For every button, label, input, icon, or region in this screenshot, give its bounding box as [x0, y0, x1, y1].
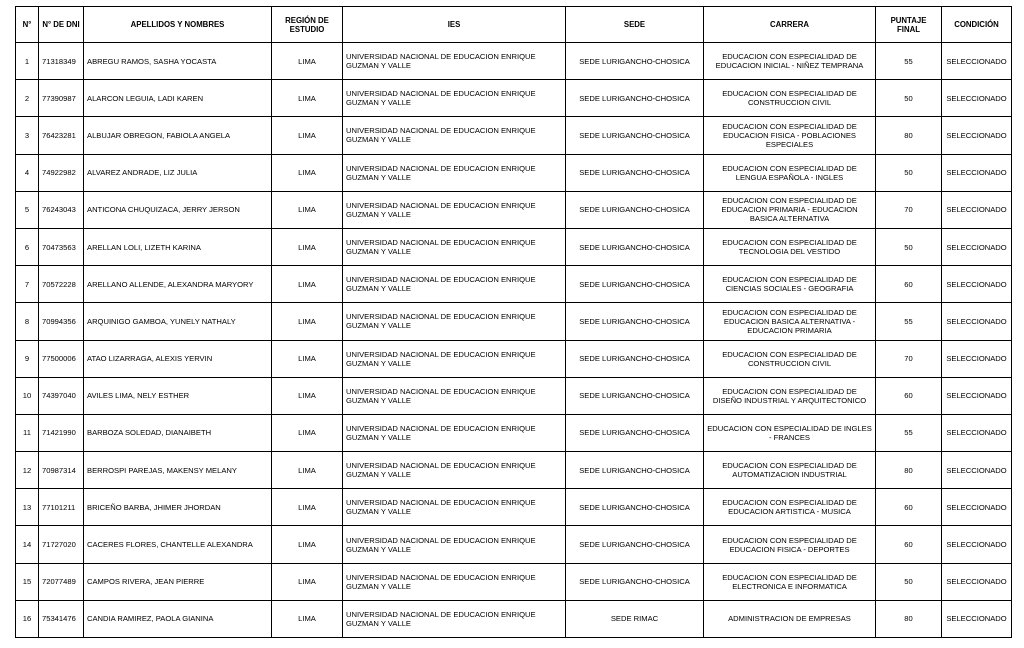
row-name: ARQUINIGO GAMBOA, YUNELY NATHALY: [84, 303, 272, 340]
row-dni: 77500006: [39, 340, 84, 377]
row-dni: 77390987: [39, 80, 84, 117]
row-number: 6: [16, 228, 39, 265]
row-condicion: SELECCIONADO: [942, 414, 1012, 451]
row-puntaje: 70: [876, 191, 942, 228]
row-carrera: EDUCACION CON ESPECIALIDAD DE ELECTRONICA E INFORMATICA: [704, 563, 876, 600]
row-condicion: SELECCIONADO: [942, 266, 1012, 303]
header-puntaje: PUNTAJE FINAL: [876, 7, 942, 43]
row-name: ALVAREZ ANDRADE, LIZ JULIA: [84, 154, 272, 191]
row-ies: UNIVERSIDAD NACIONAL DE EDUCACION ENRIQUE GUZMAN Y VALLE: [343, 452, 566, 489]
row-puntaje: 80: [876, 117, 942, 154]
row-sede: SEDE RIMAC: [566, 600, 704, 637]
table-row: [16, 600, 1012, 637]
row-ies: UNIVERSIDAD NACIONAL DE EDUCACION ENRIQUE GUZMAN Y VALLE: [343, 228, 566, 265]
row-sede: SEDE LURIGANCHO-CHOSICA: [566, 414, 704, 451]
row-name: BERROSPI PAREJAS, MAKENSY MELANY: [84, 452, 272, 489]
row-name: CAMPOS RIVERA, JEAN PIERRE: [84, 563, 272, 600]
row-condicion: SELECCIONADO: [942, 80, 1012, 117]
row-number: 9: [16, 340, 39, 377]
table-row: [16, 303, 1012, 340]
row-name: ALBUJAR OBREGON, FABIOLA ANGELA: [84, 117, 272, 154]
row-carrera: EDUCACION CON ESPECIALIDAD DE DISEÑO INDUSTRIAL Y ARQUITECTONICO: [704, 377, 876, 414]
row-puntaje: 55: [876, 414, 942, 451]
row-sede: SEDE LURIGANCHO-CHOSICA: [566, 377, 704, 414]
row-puntaje: 50: [876, 80, 942, 117]
row-dni: 76423281: [39, 117, 84, 154]
row-region: LIMA: [272, 43, 343, 80]
row-dni: 71318349: [39, 43, 84, 80]
row-sede: SEDE LURIGANCHO-CHOSICA: [566, 117, 704, 154]
row-ies: UNIVERSIDAD NACIONAL DE EDUCACION ENRIQUE GUZMAN Y VALLE: [343, 414, 566, 451]
row-name: CANDIA RAMIREZ, PAOLA GIANINA: [84, 600, 272, 637]
row-name: ABREGU RAMOS, SASHA YOCASTA: [84, 43, 272, 80]
row-name: ALARCON LEGUIA, LADI KAREN: [84, 80, 272, 117]
row-number: 11: [16, 414, 39, 451]
row-number: 15: [16, 563, 39, 600]
row-number: 7: [16, 266, 39, 303]
row-sede: SEDE LURIGANCHO-CHOSICA: [566, 303, 704, 340]
row-number: 5: [16, 191, 39, 228]
row-number: 3: [16, 117, 39, 154]
row-dni: 75341476: [39, 600, 84, 637]
row-carrera: EDUCACION CON ESPECIALIDAD DE EDUCACION BASICA ALTERNATIVA - EDUCACION PRIMARIA: [704, 303, 876, 340]
row-ies: UNIVERSIDAD NACIONAL DE EDUCACION ENRIQUE GUZMAN Y VALLE: [343, 154, 566, 191]
row-condicion: SELECCIONADO: [942, 191, 1012, 228]
row-puntaje: 55: [876, 303, 942, 340]
row-region: LIMA: [272, 191, 343, 228]
row-puntaje: 55: [876, 43, 942, 80]
row-carrera: EDUCACION CON ESPECIALIDAD DE CONSTRUCCION CIVIL: [704, 340, 876, 377]
header-ies: IES: [343, 7, 566, 43]
row-sede: SEDE LURIGANCHO-CHOSICA: [566, 340, 704, 377]
row-puntaje: 60: [876, 489, 942, 526]
row-dni: 76243043: [39, 191, 84, 228]
table-row: [16, 563, 1012, 600]
row-ies: UNIVERSIDAD NACIONAL DE EDUCACION ENRIQUE GUZMAN Y VALLE: [343, 340, 566, 377]
row-name: BARBOZA SOLEDAD, DIANAIBETH: [84, 414, 272, 451]
row-puntaje: 50: [876, 154, 942, 191]
row-condicion: SELECCIONADO: [942, 526, 1012, 563]
row-ies: UNIVERSIDAD NACIONAL DE EDUCACION ENRIQUE GUZMAN Y VALLE: [343, 489, 566, 526]
row-region: LIMA: [272, 266, 343, 303]
header-region: REGIÓN DE ESTUDIO: [272, 7, 343, 43]
table-row: [16, 452, 1012, 489]
row-region: LIMA: [272, 452, 343, 489]
row-carrera: EDUCACION CON ESPECIALIDAD DE EDUCACION INICIAL - NIÑEZ TEMPRANA: [704, 43, 876, 80]
row-number: 14: [16, 526, 39, 563]
row-condicion: SELECCIONADO: [942, 563, 1012, 600]
header-carrera: CARRERA: [704, 7, 876, 43]
table-row: [16, 228, 1012, 265]
row-carrera: EDUCACION CON ESPECIALIDAD DE CIENCIAS SOCIALES - GEOGRAFIA: [704, 266, 876, 303]
header-dni: N° DE DNI: [39, 7, 84, 43]
row-number: 12: [16, 452, 39, 489]
row-carrera: EDUCACION CON ESPECIALIDAD DE LENGUA ESPAÑOLA - INGLES: [704, 154, 876, 191]
row-sede: SEDE LURIGANCHO-CHOSICA: [566, 266, 704, 303]
row-ies: UNIVERSIDAD NACIONAL DE EDUCACION ENRIQUE GUZMAN Y VALLE: [343, 191, 566, 228]
row-name: ARELLAN LOLI, LIZETH KARINA: [84, 228, 272, 265]
row-condicion: SELECCIONADO: [942, 228, 1012, 265]
row-dni: 74922982: [39, 154, 84, 191]
row-region: LIMA: [272, 526, 343, 563]
row-number: 8: [16, 303, 39, 340]
row-dni: 70994356: [39, 303, 84, 340]
row-sede: SEDE LURIGANCHO-CHOSICA: [566, 452, 704, 489]
row-name: CACERES FLORES, CHANTELLE ALEXANDRA: [84, 526, 272, 563]
row-ies: UNIVERSIDAD NACIONAL DE EDUCACION ENRIQUE GUZMAN Y VALLE: [343, 117, 566, 154]
row-region: LIMA: [272, 563, 343, 600]
row-carrera: ADMINISTRACION DE EMPRESAS: [704, 600, 876, 637]
table-row: [16, 414, 1012, 451]
row-condicion: SELECCIONADO: [942, 489, 1012, 526]
row-region: LIMA: [272, 414, 343, 451]
row-name: BRICEÑO BARBA, JHIMER JHORDAN: [84, 489, 272, 526]
row-ies: UNIVERSIDAD NACIONAL DE EDUCACION ENRIQUE GUZMAN Y VALLE: [343, 563, 566, 600]
row-condicion: SELECCIONADO: [942, 452, 1012, 489]
row-condicion: SELECCIONADO: [942, 340, 1012, 377]
row-dni: 71727020: [39, 526, 84, 563]
row-puntaje: 60: [876, 526, 942, 563]
row-dni: 70572228: [39, 266, 84, 303]
row-region: LIMA: [272, 80, 343, 117]
row-carrera: EDUCACION CON ESPECIALIDAD DE INGLES - FRANCES: [704, 414, 876, 451]
row-carrera: EDUCACION CON ESPECIALIDAD DE EDUCACION ARTISTICA - MUSICA: [704, 489, 876, 526]
row-condicion: SELECCIONADO: [942, 117, 1012, 154]
row-puntaje: 50: [876, 228, 942, 265]
row-puntaje: 50: [876, 563, 942, 600]
row-condicion: SELECCIONADO: [942, 377, 1012, 414]
row-number: 2: [16, 80, 39, 117]
row-sede: SEDE LURIGANCHO-CHOSICA: [566, 154, 704, 191]
header-number: N°: [16, 7, 39, 43]
results-table: [15, 6, 1012, 638]
row-ies: UNIVERSIDAD NACIONAL DE EDUCACION ENRIQUE GUZMAN Y VALLE: [343, 266, 566, 303]
row-name: AVILES LIMA, NELY ESTHER: [84, 377, 272, 414]
table-row: [16, 117, 1012, 154]
row-sede: SEDE LURIGANCHO-CHOSICA: [566, 191, 704, 228]
row-sede: SEDE LURIGANCHO-CHOSICA: [566, 526, 704, 563]
row-dni: 74397040: [39, 377, 84, 414]
row-ies: UNIVERSIDAD NACIONAL DE EDUCACION ENRIQUE GUZMAN Y VALLE: [343, 303, 566, 340]
row-region: LIMA: [272, 117, 343, 154]
row-dni: 70987314: [39, 452, 84, 489]
table-row: [16, 489, 1012, 526]
row-carrera: EDUCACION CON ESPECIALIDAD DE EDUCACION FISICA - DEPORTES: [704, 526, 876, 563]
row-ies: UNIVERSIDAD NACIONAL DE EDUCACION ENRIQUE GUZMAN Y VALLE: [343, 526, 566, 563]
table-row: [16, 80, 1012, 117]
row-dni: 77101211: [39, 489, 84, 526]
row-number: 4: [16, 154, 39, 191]
row-region: LIMA: [272, 340, 343, 377]
row-puntaje: 80: [876, 452, 942, 489]
row-ies: UNIVERSIDAD NACIONAL DE EDUCACION ENRIQUE GUZMAN Y VALLE: [343, 43, 566, 80]
header-sede: SEDE: [566, 7, 704, 43]
table-row: [16, 43, 1012, 80]
row-carrera: EDUCACION CON ESPECIALIDAD DE EDUCACION FISICA - POBLACIONES ESPECIALES: [704, 117, 876, 154]
row-puntaje: 80: [876, 600, 942, 637]
row-puntaje: 60: [876, 266, 942, 303]
row-sede: SEDE LURIGANCHO-CHOSICA: [566, 80, 704, 117]
row-condicion: SELECCIONADO: [942, 600, 1012, 637]
row-number: 16: [16, 600, 39, 637]
row-number: 1: [16, 43, 39, 80]
header-row: [16, 7, 1012, 43]
row-condicion: SELECCIONADO: [942, 43, 1012, 80]
row-carrera: EDUCACION CON ESPECIALIDAD DE CONSTRUCCION CIVIL: [704, 80, 876, 117]
row-sede: SEDE LURIGANCHO-CHOSICA: [566, 43, 704, 80]
row-region: LIMA: [272, 600, 343, 637]
row-puntaje: 60: [876, 377, 942, 414]
row-dni: 70473563: [39, 228, 84, 265]
row-ies: UNIVERSIDAD NACIONAL DE EDUCACION ENRIQUE GUZMAN Y VALLE: [343, 377, 566, 414]
table-row: [16, 154, 1012, 191]
row-condicion: SELECCIONADO: [942, 154, 1012, 191]
row-ies: UNIVERSIDAD NACIONAL DE EDUCACION ENRIQUE GUZMAN Y VALLE: [343, 600, 566, 637]
row-carrera: EDUCACION CON ESPECIALIDAD DE TECNOLOGIA DEL VESTIDO: [704, 228, 876, 265]
row-puntaje: 70: [876, 340, 942, 377]
row-region: LIMA: [272, 303, 343, 340]
row-sede: SEDE LURIGANCHO-CHOSICA: [566, 228, 704, 265]
row-condicion: SELECCIONADO: [942, 303, 1012, 340]
table-row: [16, 191, 1012, 228]
header-condicion: CONDICIÓN: [942, 7, 1012, 43]
row-number: 10: [16, 377, 39, 414]
row-sede: SEDE LURIGANCHO-CHOSICA: [566, 489, 704, 526]
table-row: [16, 377, 1012, 414]
row-sede: SEDE LURIGANCHO-CHOSICA: [566, 563, 704, 600]
row-region: LIMA: [272, 489, 343, 526]
row-name: ATAO LIZARRAGA, ALEXIS YERVIN: [84, 340, 272, 377]
row-name: ANTICONA CHUQUIZACA, JERRY JERSON: [84, 191, 272, 228]
header-name: APELLIDOS Y NOMBRES: [84, 7, 272, 43]
row-region: LIMA: [272, 154, 343, 191]
table-row: [16, 266, 1012, 303]
row-region: LIMA: [272, 228, 343, 265]
row-carrera: EDUCACION CON ESPECIALIDAD DE EDUCACION PRIMARIA - EDUCACION BASICA ALTERNATIVA: [704, 191, 876, 228]
row-carrera: EDUCACION CON ESPECIALIDAD DE AUTOMATIZACION INDUSTRIAL: [704, 452, 876, 489]
row-number: 13: [16, 489, 39, 526]
table-row: [16, 526, 1012, 563]
table-row: [16, 340, 1012, 377]
row-name: ARELLANO ALLENDE, ALEXANDRA MARYORY: [84, 266, 272, 303]
row-region: LIMA: [272, 377, 343, 414]
row-dni: 71421990: [39, 414, 84, 451]
row-dni: 72077489: [39, 563, 84, 600]
row-ies: UNIVERSIDAD NACIONAL DE EDUCACION ENRIQUE GUZMAN Y VALLE: [343, 80, 566, 117]
